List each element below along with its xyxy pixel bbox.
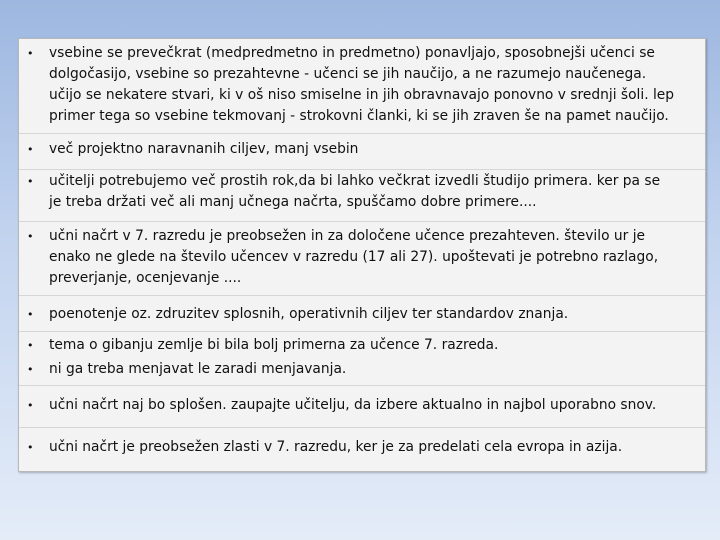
bullet-marker: • [27,363,34,376]
bullet-marker: • [27,47,34,60]
bullet-line: preverjanje, ocenjevanje .... [49,270,242,286]
bullet-line: ni ga treba menjavat le zaradi menjavanja. [49,361,347,377]
bullet-line: učitelji potrebujemo več prostih rok,da bi lahko večkrat izvedli študijo primera. ker pa se [49,173,661,189]
bullet-line: enako ne glede na število učencev v razredu (17 ali 27). upoštevati je potrebno razlago, [49,249,659,265]
bullet-line: dolgočasijo, vsebine so prezahtevne - učenci se jih naučijo, a ne razumejo naučenega. [49,66,647,82]
bullet-marker: • [27,230,34,243]
bullet-item [27,395,699,416]
bullet-line: poenotenje oz. zdruzitev splosnih, operativnih ciljev ter standardov znanja. [49,306,569,322]
bullet-marker: • [27,399,34,412]
bullet-line: učijo se nekatere stvari, ki v oš niso smiselne in jih obravnavajo ponovno v srednji šoli. lep [49,87,675,103]
bullet-item [27,226,699,289]
bullet-item [27,304,699,325]
bullet-line: več projektno naravnanih ciljev, manj vsebin [49,141,359,157]
bullet-item [27,139,699,160]
bullet-item [27,43,699,127]
bullet-line: učni načrt je preobsežen zlasti v 7. razredu, ker je za predelati cela evropa in azija. [49,439,623,455]
bullet-line: tema o gibanju zemlje bi bila bolj primerna za učence 7. razreda. [49,337,499,353]
bullet-marker: • [27,175,34,188]
bullet-item [27,171,699,213]
bullet-line: primer tega so vsebine tekmovanj - strokovni članki, ki se jih zraven še na pamet naučijo. [49,108,669,124]
bullet-item [27,437,699,458]
bullet-line: je treba držati več ali manj učnega načrta, spuščamo dobre primere.... [49,194,537,210]
bullet-line: učni načrt v 7. razredu je preobsežen in za določene učence prezahteven. število ur je [49,228,646,244]
bullet-marker: • [27,441,34,454]
bullet-item [27,335,699,356]
bullet-marker: • [27,143,34,156]
bullet-marker: • [27,308,34,321]
bullet-marker: • [27,339,34,352]
bullet-item [27,359,699,380]
content-panel [18,38,706,472]
bullet-line: vsebine se prevečkrat (medpredmetno in predmetno) ponavljajo, sposobnejši učenci se [49,45,655,61]
bullet-line: učni načrt naj bo splošen. zaupajte učitelju, da izbere aktualno in najbol uporabno snov. [49,397,657,413]
